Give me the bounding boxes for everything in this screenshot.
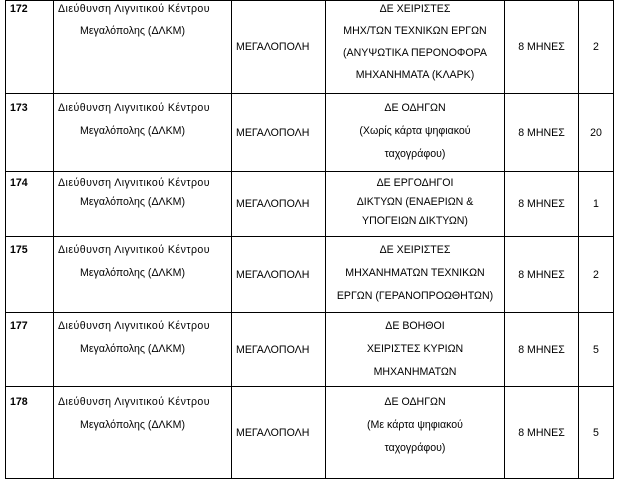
count-cell: 1 bbox=[579, 172, 614, 237]
position-code: 173 bbox=[6, 94, 54, 172]
count-cell: 5 bbox=[579, 313, 614, 387]
city-cell: ΜΕΓΑΛΟΠΟΛΗ bbox=[232, 237, 326, 313]
organization-cell: Διεύθυνση Λιγνιτικού Κέντρου Μεγαλόπολης (ΔΛΚΜ) bbox=[54, 1, 232, 94]
duration-cell: 8 ΜΗΝΕΣ bbox=[505, 1, 579, 94]
count-cell: 20 bbox=[579, 94, 614, 172]
duration-cell: 8 ΜΗΝΕΣ bbox=[505, 237, 579, 313]
specialty-cell: ΔΕ ΧΕΙΡΙΣΤΕΣ ΜΗΧ/ΤΩΝ ΤΕΧΝΙΚΩΝ ΕΡΓΩΝ (ΑΝΥΨΩΤΙΚΑ ΠΕΡΟΝΟΦΟΡΑ ΜΗΧΑΝΗΜΑΤΑ (ΚΛΑΡΚ) bbox=[326, 1, 505, 94]
table-row bbox=[6, 172, 614, 237]
city-cell: ΜΕΓΑΛΟΠΟΛΗ bbox=[232, 387, 326, 479]
specialty-cell: ΔΕ ΟΔΗΓΩΝ (Χωρίς κάρτα ψηφιακού ταχογράφου) bbox=[326, 94, 505, 172]
specialty-cell: ΔΕ ΟΔΗΓΩΝ (Με κάρτα ψηφιακού ταχογράφου) bbox=[326, 387, 505, 479]
city-cell: ΜΕΓΑΛΟΠΟΛΗ bbox=[232, 94, 326, 172]
table-row bbox=[6, 387, 614, 479]
city-cell: ΜΕΓΑΛΟΠΟΛΗ bbox=[232, 1, 326, 94]
count-cell: 5 bbox=[579, 387, 614, 479]
table-row bbox=[6, 94, 614, 172]
table-row bbox=[6, 1, 614, 94]
count-cell: 2 bbox=[579, 1, 614, 94]
position-code: 172 bbox=[6, 1, 54, 94]
city-cell: ΜΕΓΑΛΟΠΟΛΗ bbox=[232, 172, 326, 237]
organization-cell: Διεύθυνση Λιγνιτικού Κέντρου Μεγαλόπολης (ΔΛΚΜ) bbox=[54, 237, 232, 313]
duration-cell: 8 ΜΗΝΕΣ bbox=[505, 387, 579, 479]
duration-cell: 8 ΜΗΝΕΣ bbox=[505, 313, 579, 387]
specialty-cell: ΔΕ ΒΟΗΘΟΙ ΧΕΙΡΙΣΤΕΣ ΚΥΡΙΩΝ ΜΗΧΑΝΗΜΑΤΩΝ bbox=[326, 313, 505, 387]
organization-cell: Διεύθυνση Λιγνιτικού Κέντρου Μεγαλόπολης (ΔΛΚΜ) bbox=[54, 172, 232, 237]
duration-cell: 8 ΜΗΝΕΣ bbox=[505, 94, 579, 172]
position-code: 177 bbox=[6, 313, 54, 387]
position-code: 175 bbox=[6, 237, 54, 313]
position-code: 178 bbox=[6, 387, 54, 479]
organization-cell: Διεύθυνση Λιγνιτικού Κέντρου Μεγαλόπολης (ΔΛΚΜ) bbox=[54, 387, 232, 479]
table-row bbox=[6, 237, 614, 313]
organization-cell: Διεύθυνση Λιγνιτικού Κέντρου Μεγαλόπολης (ΔΛΚΜ) bbox=[54, 313, 232, 387]
table-row bbox=[6, 313, 614, 387]
organization-cell: Διεύθυνση Λιγνιτικού Κέντρου Μεγαλόπολης (ΔΛΚΜ) bbox=[54, 94, 232, 172]
specialty-cell: ΔΕ ΕΡΓΟΔΗΓΟΙ ΔΙΚΤΥΩΝ (ΕΝΑΕΡΙΩΝ & ΥΠΟΓΕΙΩΝ ΔΙΚΤΥΩΝ) bbox=[326, 172, 505, 237]
position-code: 174 bbox=[6, 172, 54, 237]
duration-cell: 8 ΜΗΝΕΣ bbox=[505, 172, 579, 237]
count-cell: 2 bbox=[579, 237, 614, 313]
positions-table bbox=[5, 0, 614, 479]
specialty-cell: ΔΕ ΧΕΙΡΙΣΤΕΣ ΜΗΧΑΝΗΜΑΤΩΝ ΤΕΧΝΙΚΩΝ ΕΡΓΩΝ (ΓΕΡΑΝΟΠΡΟΩΘΗΤΩΝ) bbox=[326, 237, 505, 313]
city-cell: ΜΕΓΑΛΟΠΟΛΗ bbox=[232, 313, 326, 387]
